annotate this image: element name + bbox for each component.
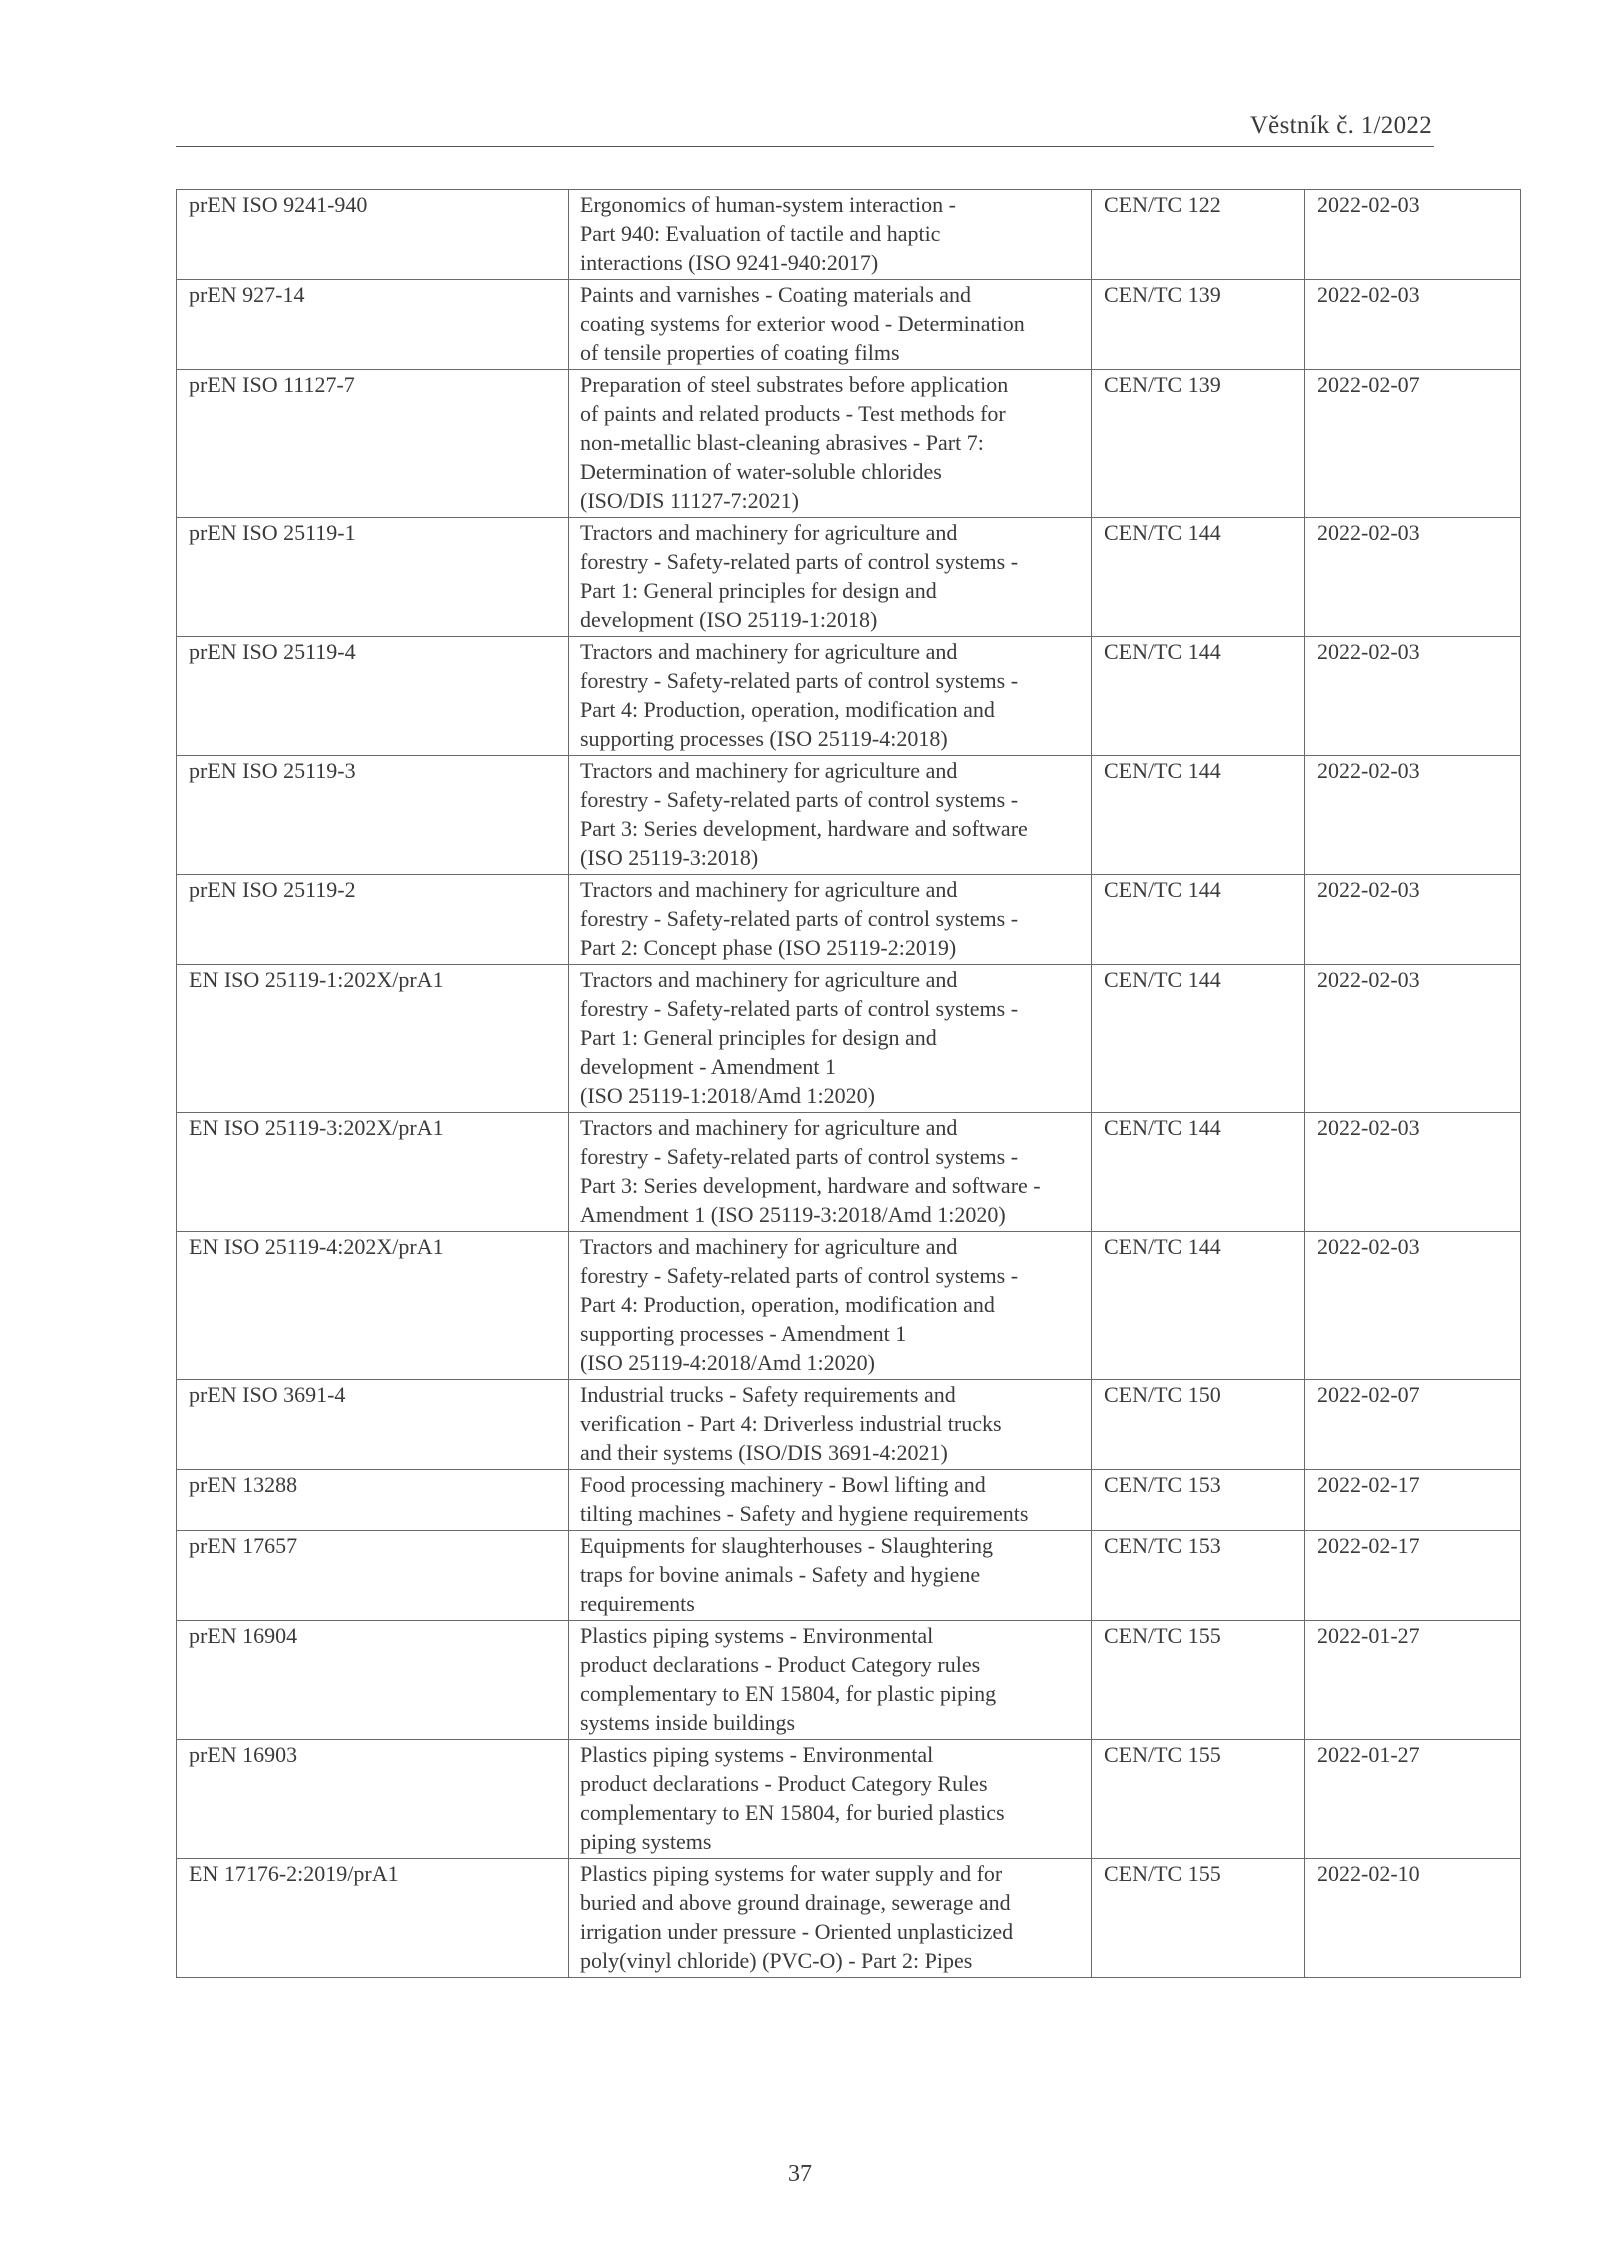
standard-title-line: supporting processes - Amendment 1 <box>580 1321 907 1346</box>
standard-title-line: coating systems for exterior wood - Determination <box>580 311 1025 336</box>
technical-committee-cell: CEN/TC 153 <box>1092 1531 1305 1621</box>
standard-title-line: Preparation of steel substrates before application <box>580 372 1009 397</box>
table-row <box>177 1380 1521 1470</box>
standard-title-line: development - Amendment 1 <box>580 1054 836 1079</box>
standard-title-line: poly(vinyl chloride) (PVC-O) - Part 2: Pipes <box>580 1948 973 1973</box>
standard-title-line: Part 3: Series development, hardware and software - <box>580 1173 1041 1198</box>
table-row <box>177 875 1521 965</box>
standard-title-line: Part 1: General principles for design and <box>580 1025 937 1050</box>
standard-code-cell: EN ISO 25119-3:202X/prA1 <box>177 1113 569 1232</box>
standard-code-cell: prEN ISO 11127-7 <box>177 370 569 518</box>
standard-title-line: Tractors and machinery for agriculture and <box>580 877 958 902</box>
standards-table-body <box>177 190 1521 1978</box>
deadline-date-cell: 2022-02-03 <box>1305 1113 1521 1232</box>
standard-title-line: traps for bovine animals - Safety and hygiene <box>580 1562 981 1587</box>
standard-title-line: Tractors and machinery for agriculture and <box>580 967 958 992</box>
technical-committee-cell: CEN/TC 153 <box>1092 1470 1305 1531</box>
standard-title-cell <box>569 965 1092 1113</box>
standard-title-line: Tractors and machinery for agriculture and <box>580 1234 958 1259</box>
standard-title-line: forestry - Safety-related parts of control systems - <box>580 787 1019 812</box>
standard-title-line: Industrial trucks - Safety requirements and <box>580 1382 956 1407</box>
standard-title-line: forestry - Safety-related parts of control systems - <box>580 549 1019 574</box>
standard-title-line: Plastics piping systems - Environmental <box>580 1742 934 1767</box>
deadline-date-cell: 2022-02-03 <box>1305 756 1521 875</box>
bulletin-title: Věstník č. 1/2022 <box>1249 112 1432 139</box>
deadline-date-cell: 2022-02-03 <box>1305 875 1521 965</box>
technical-committee-cell: CEN/TC 144 <box>1092 518 1305 637</box>
deadline-date-cell: 2022-02-07 <box>1305 370 1521 518</box>
standard-title-line: Plastics piping systems for water supply and for <box>580 1861 1003 1886</box>
technical-committee-cell: CEN/TC 155 <box>1092 1621 1305 1740</box>
table-row <box>177 518 1521 637</box>
technical-committee-cell: CEN/TC 139 <box>1092 280 1305 370</box>
standard-title-cell <box>569 518 1092 637</box>
standard-code-cell: EN 17176-2:2019/prA1 <box>177 1859 569 1978</box>
standard-title-line: Determination of water-soluble chlorides <box>580 459 942 484</box>
standard-title-line: complementary to EN 15804, for buried plastics <box>580 1800 1005 1825</box>
standard-title-line: Part 4: Production, operation, modification and <box>580 697 995 722</box>
deadline-date-cell: 2022-02-17 <box>1305 1470 1521 1531</box>
page-number: 37 <box>788 2161 812 2187</box>
standard-title-line: of tensile properties of coating films <box>580 340 900 365</box>
standard-title-line: Tractors and machinery for agriculture and <box>580 520 958 545</box>
deadline-date-cell: 2022-02-10 <box>1305 1859 1521 1978</box>
technical-committee-cell: CEN/TC 150 <box>1092 1380 1305 1470</box>
standards-table <box>176 189 1521 1978</box>
table-row <box>177 1621 1521 1740</box>
deadline-date-cell: 2022-01-27 <box>1305 1621 1521 1740</box>
standard-title-line: forestry - Safety-related parts of control systems - <box>580 1263 1019 1288</box>
standard-title-cell <box>569 1859 1092 1978</box>
standard-title-line: Part 2: Concept phase (ISO 25119-2:2019) <box>580 935 957 960</box>
standard-title-line: forestry - Safety-related parts of control systems - <box>580 1144 1019 1169</box>
technical-committee-cell: CEN/TC 144 <box>1092 875 1305 965</box>
table-row <box>177 1859 1521 1978</box>
standard-code-cell: EN ISO 25119-1:202X/prA1 <box>177 965 569 1113</box>
standard-title-line: Part 940: Evaluation of tactile and haptic <box>580 221 941 246</box>
technical-committee-cell: CEN/TC 139 <box>1092 370 1305 518</box>
table-row <box>177 1470 1521 1531</box>
standard-title-line: of paints and related products - Test methods for <box>580 401 1006 426</box>
table-row <box>177 1740 1521 1859</box>
standard-title-line: Tractors and machinery for agriculture and <box>580 758 958 783</box>
table-row <box>177 965 1521 1113</box>
standard-title-line: forestry - Safety-related parts of control systems - <box>580 996 1019 1021</box>
standard-code-cell: prEN ISO 9241-940 <box>177 190 569 280</box>
table-row <box>177 1232 1521 1380</box>
standard-title-line: forestry - Safety-related parts of control systems - <box>580 906 1019 931</box>
standard-title-line: Equipments for slaughterhouses - Slaughtering <box>580 1533 994 1558</box>
standard-title-line: supporting processes (ISO 25119-4:2018) <box>580 726 948 751</box>
standard-title-line: development (ISO 25119-1:2018) <box>580 607 878 632</box>
standard-title-line: requirements <box>580 1591 695 1616</box>
standard-code-cell: prEN ISO 25119-1 <box>177 518 569 637</box>
technical-committee-cell: CEN/TC 122 <box>1092 190 1305 280</box>
standard-title-cell <box>569 1621 1092 1740</box>
standard-title-line: non-metallic blast-cleaning abrasives - Part 7: <box>580 430 984 455</box>
table-row <box>177 1113 1521 1232</box>
table-row <box>177 637 1521 756</box>
standard-code-cell: prEN ISO 3691-4 <box>177 1380 569 1470</box>
standard-title-cell <box>569 756 1092 875</box>
standard-code-cell: prEN ISO 25119-2 <box>177 875 569 965</box>
page-header <box>176 112 1434 147</box>
standard-title-line: interactions (ISO 9241-940:2017) <box>580 250 879 275</box>
table-row <box>177 756 1521 875</box>
table-row <box>177 370 1521 518</box>
standard-title-line: complementary to EN 15804, for plastic piping <box>580 1681 997 1706</box>
standard-title-cell <box>569 1470 1092 1531</box>
table-row <box>177 190 1521 280</box>
standard-title-cell <box>569 280 1092 370</box>
standard-title-line: Part 1: General principles for design and <box>580 578 937 603</box>
standard-title-cell <box>569 1531 1092 1621</box>
standard-title-line: piping systems <box>580 1829 712 1854</box>
standard-title-line: buried and above ground drainage, sewerage and <box>580 1890 1011 1915</box>
standard-title-line: Part 3: Series development, hardware and software <box>580 816 1028 841</box>
deadline-date-cell: 2022-02-03 <box>1305 280 1521 370</box>
deadline-date-cell: 2022-02-03 <box>1305 637 1521 756</box>
standard-title-cell <box>569 1740 1092 1859</box>
standard-title-line: forestry - Safety-related parts of control systems - <box>580 668 1019 693</box>
standard-code-cell: prEN 16904 <box>177 1621 569 1740</box>
standard-title-line: irrigation under pressure - Oriented unplasticized <box>580 1919 1014 1944</box>
table-row <box>177 1531 1521 1621</box>
standard-title-cell <box>569 190 1092 280</box>
standard-title-cell <box>569 1380 1092 1470</box>
standard-title-line: Part 4: Production, operation, modification and <box>580 1292 995 1317</box>
standard-code-cell: prEN 927-14 <box>177 280 569 370</box>
technical-committee-cell: CEN/TC 144 <box>1092 1232 1305 1380</box>
standard-title-line: systems inside buildings <box>580 1710 796 1735</box>
technical-committee-cell: CEN/TC 144 <box>1092 756 1305 875</box>
standard-title-cell <box>569 1113 1092 1232</box>
standard-title-line: (ISO/DIS 11127-7:2021) <box>580 488 799 513</box>
standard-title-line: (ISO 25119-4:2018/Amd 1:2020) <box>580 1350 875 1375</box>
standard-code-cell: prEN 17657 <box>177 1531 569 1621</box>
standard-title-cell <box>569 875 1092 965</box>
technical-committee-cell: CEN/TC 144 <box>1092 1113 1305 1232</box>
standard-code-cell: prEN 13288 <box>177 1470 569 1531</box>
standard-title-line: tilting machines - Safety and hygiene requirements <box>580 1501 1029 1526</box>
deadline-date-cell: 2022-02-17 <box>1305 1531 1521 1621</box>
standard-title-cell <box>569 370 1092 518</box>
standard-title-line: (ISO 25119-1:2018/Amd 1:2020) <box>580 1083 875 1108</box>
standard-title-line: Tractors and machinery for agriculture and <box>580 639 958 664</box>
standard-title-line: Food processing machinery - Bowl lifting and <box>580 1472 986 1497</box>
deadline-date-cell: 2022-02-03 <box>1305 190 1521 280</box>
technical-committee-cell: CEN/TC 144 <box>1092 637 1305 756</box>
standard-title-line: Paints and varnishes - Coating materials and <box>580 282 972 307</box>
deadline-date-cell: 2022-02-03 <box>1305 518 1521 637</box>
standard-title-line: product declarations - Product Category Rules <box>580 1771 988 1796</box>
standard-title-cell <box>569 1232 1092 1380</box>
standard-title-line: verification - Part 4: Driverless industrial trucks <box>580 1411 1002 1436</box>
technical-committee-cell: CEN/TC 144 <box>1092 965 1305 1113</box>
standard-code-cell: prEN ISO 25119-4 <box>177 637 569 756</box>
standard-title-cell <box>569 637 1092 756</box>
standard-title-line: Tractors and machinery for agriculture and <box>580 1115 958 1140</box>
standard-code-cell: EN ISO 25119-4:202X/prA1 <box>177 1232 569 1380</box>
standard-code-cell: prEN ISO 25119-3 <box>177 756 569 875</box>
deadline-date-cell: 2022-02-03 <box>1305 965 1521 1113</box>
technical-committee-cell: CEN/TC 155 <box>1092 1740 1305 1859</box>
standard-code-cell: prEN 16903 <box>177 1740 569 1859</box>
deadline-date-cell: 2022-01-27 <box>1305 1740 1521 1859</box>
standard-title-line: Ergonomics of human-system interaction - <box>580 192 956 217</box>
technical-committee-cell: CEN/TC 155 <box>1092 1859 1305 1978</box>
standard-title-line: (ISO 25119-3:2018) <box>580 845 759 870</box>
standard-title-line: Plastics piping systems - Environmental <box>580 1623 934 1648</box>
standard-title-line: and their systems (ISO/DIS 3691-4:2021) <box>580 1440 948 1465</box>
deadline-date-cell: 2022-02-03 <box>1305 1232 1521 1380</box>
table-row <box>177 280 1521 370</box>
standard-title-line: product declarations - Product Category rules <box>580 1652 981 1677</box>
deadline-date-cell: 2022-02-07 <box>1305 1380 1521 1470</box>
standard-title-line: Amendment 1 (ISO 25119-3:2018/Amd 1:2020) <box>580 1202 1006 1227</box>
